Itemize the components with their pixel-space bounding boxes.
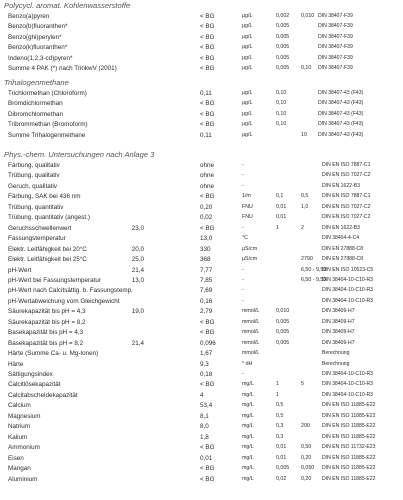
row-unit: µg/L <box>242 13 253 19</box>
row-name: Trübung, quantitativ (angest.) <box>8 214 91 222</box>
table-row <box>0 224 403 233</box>
row-unit: mg/L <box>242 444 254 451</box>
row-method: DIN EN 1622-B3 <box>322 224 360 231</box>
row-method: DIN 38404-10-C10-R3 <box>322 391 373 398</box>
row-method: DIN 38407-43 (F43) <box>318 131 364 138</box>
row-name: Benzo(ghi)perylen* <box>8 33 62 41</box>
section-title: Polycycl. aromat. Kohlenwasserstoffe <box>4 1 131 10</box>
row-detection-limit: 0,005 <box>276 65 290 71</box>
table-row <box>0 318 403 327</box>
table-row <box>0 297 403 306</box>
table-row <box>0 380 403 389</box>
row-name: Elektr. Leitfähigkeit bei 20°C <box>8 245 87 253</box>
table-row <box>0 443 403 452</box>
row-method: DIN 38407-43 (F43) <box>318 100 364 107</box>
row-unit: - <box>242 266 244 273</box>
row-unit: FNU <box>242 214 253 221</box>
row-limit-value: 0,010 <box>301 13 315 19</box>
row-value: 8,1 <box>200 412 209 420</box>
row-name: Aluminium <box>8 475 38 483</box>
row-detection-limit: 1 <box>276 224 279 231</box>
row-detection-limit: 0,005 <box>276 465 290 472</box>
row-method: DIN EN 1622-B3 <box>322 182 360 189</box>
row-measure-temp: 13,0 <box>131 276 144 284</box>
row-method: Berechnung <box>322 360 350 367</box>
row-detection-limit: 0,005 <box>276 44 290 51</box>
row-value: 1,67 <box>200 350 213 358</box>
row-method: DIN EN 27888-C8 <box>322 256 364 263</box>
row-method: DIN 38404-10-C10-R3 <box>322 287 373 294</box>
row-method: DIN 38407-F39 <box>318 65 353 71</box>
row-unit: mmol/L <box>242 318 260 325</box>
row-unit: µg/L <box>242 44 253 51</box>
row-unit: µg/L <box>242 110 253 117</box>
table-row <box>0 22 403 31</box>
row-name: Calcitabscheidekapazität <box>8 391 78 399</box>
row-value: < BG <box>200 110 215 118</box>
row-name: Benzo(k)fluoranthen* <box>8 44 68 52</box>
row-value: ohne <box>200 172 215 180</box>
row-method: DIN 38407-43 (F43) <box>318 90 364 96</box>
row-limit-value: 0,20 <box>301 454 312 461</box>
row-name: Benzo(a)pyren <box>8 13 50 20</box>
row-detection-limit: 0,002 <box>276 13 290 19</box>
row-unit: mmol/L <box>242 339 260 346</box>
row-method: Berechnung <box>322 350 350 357</box>
table-row <box>0 454 403 463</box>
row-value: 0,02 <box>200 214 213 222</box>
row-method: DIN EN ISO 11885-E22 <box>322 475 376 482</box>
row-method: DIN EN ISO 11885-E22 <box>322 465 376 472</box>
row-unit: mg/L <box>242 465 254 472</box>
row-method: DIN 38407-F39 <box>318 44 353 51</box>
table-row <box>0 307 403 316</box>
table-row <box>0 43 403 52</box>
row-name: Mangan <box>8 465 31 473</box>
row-unit: 1/m <box>242 193 251 200</box>
row-detection-limit: 0,005 <box>276 339 290 346</box>
table-row <box>0 339 403 348</box>
row-limit-value: 200 <box>301 423 310 430</box>
row-name: Eisen <box>8 454 24 462</box>
table-row <box>0 161 403 170</box>
row-name: Färbung, qualitativ <box>8 162 60 169</box>
row-unit: µg/L <box>242 121 253 128</box>
row-unit: mg/L <box>242 433 254 440</box>
row-method: DIN 38404-4-C4 <box>322 235 360 242</box>
row-unit: - <box>242 371 244 377</box>
row-limit-value: 2 <box>301 224 304 231</box>
row-name: Summe 4 PAK (*) nach TrinkwV (2001) <box>8 65 117 72</box>
row-unit: - <box>242 287 244 294</box>
row-limit-value: 0,050 <box>301 465 315 472</box>
row-detection-limit: 0,10 <box>276 110 287 117</box>
row-method: DIN EN ISO 7027-C2 <box>322 214 371 221</box>
row-unit: FNU <box>242 203 253 210</box>
row-name: pH-Wert <box>8 266 32 274</box>
row-name: pH-Wert nach Calcitsättig. b. Fassungstemp. <box>8 287 133 295</box>
row-detection-limit: 0,10 <box>276 100 287 107</box>
row-value: < BG <box>200 23 215 31</box>
row-limit-value: 2790 <box>301 256 313 263</box>
row-value: 13,0 <box>200 235 213 243</box>
row-measure-temp: 21,4 <box>131 266 144 274</box>
row-name: Trübung, qualitativ <box>8 172 60 180</box>
row-name: Trichlormethan (Chloroform) <box>8 90 87 97</box>
row-method: DIN EN ISO 11732-E23 <box>322 444 376 451</box>
row-value: < BG <box>200 65 215 72</box>
row-method: DIN EN ISO 7027-C2 <box>322 203 371 210</box>
row-detection-limit: 0,10 <box>276 90 287 96</box>
table-row <box>0 110 403 119</box>
row-method: DIN 38407-43 (F43) <box>318 110 364 117</box>
row-value: 0,20 <box>200 203 213 211</box>
row-name: Säurekapazität bis pH = 8,2 <box>8 318 86 326</box>
row-unit: mmol/L <box>242 308 260 315</box>
table-row <box>0 131 403 140</box>
table-row <box>0 328 403 337</box>
row-unit: µg/L <box>242 33 253 40</box>
row-value: 330 <box>200 245 211 253</box>
row-measure-temp: 25,0 <box>131 256 144 264</box>
table-row <box>0 245 403 254</box>
row-name: Basekapazität bis pH = 8,2 <box>8 339 84 347</box>
row-value: < BG <box>200 475 215 483</box>
row-limit-value: 6,50 - 9,50 <box>301 266 327 273</box>
table-row <box>0 255 403 264</box>
row-detection-limit: 0,005 <box>276 33 290 40</box>
table-row <box>0 203 403 212</box>
row-detection-limit: 0,01 <box>276 444 287 451</box>
row-detection-limit: 0,10 <box>276 121 287 128</box>
row-name: Magnesium <box>8 412 41 420</box>
row-detection-limit: 1 <box>276 381 279 388</box>
row-method: DIN 38404-10-C10-R3 <box>322 297 373 304</box>
row-method: DIN EN ISO 7887-C1 <box>322 162 371 168</box>
table-row <box>0 64 403 73</box>
row-unit: mg/L <box>242 423 254 430</box>
row-method: DIN EN ISO 7887-C1 <box>322 193 371 200</box>
row-method: DIN 38407-43 (F43) <box>318 121 364 128</box>
row-unit: µS/cm <box>242 245 258 252</box>
section-title: Trihalogenmethane <box>4 78 69 87</box>
row-limit-value: 0,50 <box>301 444 312 451</box>
row-name: Härte <box>8 360 24 368</box>
row-unit: - <box>242 297 244 304</box>
row-name: Calcitlösekapazität <box>8 381 61 389</box>
row-name: Fassungstemperatur <box>8 235 66 243</box>
table-row <box>0 33 403 42</box>
table-row <box>0 192 403 201</box>
row-method: DIN EN ISO 11885-E22 <box>322 402 376 409</box>
table-row <box>0 234 403 243</box>
row-name: Dibromchlormethan <box>8 110 63 118</box>
row-name: Geruchsschwellenwert <box>8 224 72 232</box>
row-value: 7,69 <box>200 287 213 295</box>
row-value: < BG <box>200 329 215 337</box>
row-name: Färbung, SAK bei 436 nm <box>8 193 81 201</box>
row-detection-limit: 1 <box>276 391 279 398</box>
row-detection-limit: 0,3 <box>276 423 284 430</box>
row-unit: mg/L <box>242 475 254 482</box>
row-unit: mg/L <box>242 391 254 398</box>
table-row <box>0 475 403 484</box>
row-name: Härte (Summe Ca- u. Mg-Ionen) <box>8 350 99 358</box>
row-name: Bromdichlormethan <box>8 100 63 108</box>
row-value: < BG <box>200 44 215 52</box>
row-method: DIN EN ISO 10523-C5 <box>322 266 374 273</box>
table-row <box>0 433 403 442</box>
row-method: DIN EN ISO 11885-E22 <box>322 454 376 461</box>
row-detection-limit: 0,01 <box>276 454 287 461</box>
row-detection-limit: 0,01 <box>276 214 287 221</box>
row-detection-limit: 0,3 <box>276 433 284 440</box>
row-value: 53,4 <box>200 402 213 410</box>
row-detection-limit: 0,5 <box>276 412 284 419</box>
row-method: DIN 38409-H7 <box>322 329 355 336</box>
row-method: DIN 38407-F39 <box>318 13 353 19</box>
table-row <box>0 12 403 21</box>
row-name: Tribrommethan (Bromoform) <box>8 121 88 129</box>
table-row <box>0 266 403 275</box>
table-row <box>0 54 403 63</box>
row-value: 7,77 <box>200 266 213 274</box>
row-limit-value: 5 <box>301 381 304 388</box>
row-unit: µg/L <box>242 65 253 71</box>
row-name: Natrium <box>8 423 31 431</box>
row-value: ohne <box>200 182 215 190</box>
row-method: DIN EN ISO 11885-E22 <box>322 433 376 440</box>
row-name: Elektr. Leitfähigkeit bei 25°C <box>8 256 87 264</box>
row-unit: µg/L <box>242 54 253 61</box>
row-method: DIN 38409-H7 <box>322 339 355 346</box>
row-unit: µg/L <box>242 131 253 138</box>
row-method: DIN 38404-10-C10-R3 <box>322 276 373 283</box>
row-detection-limit: 0,1 <box>276 193 284 200</box>
row-value: 1,8 <box>200 433 209 441</box>
row-limit-value: 6,50 - 9,50 <box>301 276 327 283</box>
table-row <box>0 464 403 473</box>
row-value: ohne <box>200 162 215 169</box>
row-method: DIN 38409-H7 <box>322 318 355 325</box>
table-row <box>0 213 403 222</box>
table-row <box>0 401 403 410</box>
row-unit: - <box>242 182 244 189</box>
row-value: 0,096 <box>200 339 216 347</box>
row-value: 0,16 <box>200 297 213 305</box>
row-limit-value: 10 <box>301 131 307 138</box>
row-value: 0,11 <box>200 131 212 139</box>
row-unit: µS/cm <box>242 256 258 263</box>
row-unit: - <box>242 276 244 283</box>
row-method: DIN 38407-F39 <box>318 54 353 61</box>
row-value: 4 <box>200 391 204 399</box>
row-detection-limit: 0,5 <box>276 402 284 409</box>
row-name: Summe Trihalogenmethane <box>8 131 86 139</box>
row-unit: mg/L <box>242 381 254 388</box>
row-value: < BG <box>200 224 215 232</box>
table-row <box>0 412 403 421</box>
row-name: pH-Wertabweichung vom Gleichgewicht <box>8 297 120 305</box>
row-name: Geruch, qualitativ <box>8 182 58 190</box>
row-unit: - <box>242 224 244 231</box>
row-method: DIN 38404-10-C10-R3 <box>322 381 373 388</box>
row-unit: °C <box>242 235 248 242</box>
row-detection-limit: 0,010 <box>276 308 290 315</box>
row-method: DIN 38407-F39 <box>318 33 353 40</box>
row-method: DIN EN 27888-C8 <box>322 245 364 252</box>
section-title: Phys.-chem. Untersuchungen nach Anlage 3 <box>4 150 155 159</box>
row-unit: mg/L <box>242 402 254 409</box>
table-row <box>0 422 403 431</box>
row-measure-temp: 23,0 <box>131 224 144 232</box>
row-unit: µg/L <box>242 100 253 107</box>
row-value: < BG <box>200 100 215 108</box>
table-row <box>0 99 403 108</box>
row-detection-limit: 0,01 <box>276 203 287 210</box>
table-row <box>0 171 403 180</box>
row-detection-limit: 0,005 <box>276 318 290 325</box>
row-value: 2,79 <box>200 308 213 316</box>
row-value: 0,11 <box>200 90 212 97</box>
row-value: < BG <box>200 465 215 473</box>
row-value: < BG <box>200 381 215 389</box>
row-name: Säurekapazität bis pH = 4,3 <box>8 308 86 316</box>
row-name: pH-Wert bei Fassungstemperatur <box>8 276 101 284</box>
row-value: < BG <box>200 318 215 326</box>
row-measure-temp: 19,0 <box>131 308 144 316</box>
row-name: Benzo(b)fluoranthen* <box>8 23 68 31</box>
row-method: DIN EN ISO 11885-E22 <box>322 412 376 419</box>
row-value: < BG <box>200 54 215 62</box>
row-unit: mmol/L <box>242 329 260 336</box>
row-value: 9,3 <box>200 360 209 368</box>
table-row <box>0 182 403 191</box>
row-value: 0,01 <box>200 454 213 462</box>
table-row <box>0 276 403 285</box>
row-limit-value: 1,0 <box>301 203 309 210</box>
row-unit: mmol/L <box>242 350 260 357</box>
row-name: Kalium <box>8 433 28 441</box>
table-row <box>0 391 403 400</box>
row-name: Calcium <box>8 402 31 410</box>
row-method: DIN 38407-F39 <box>318 23 353 30</box>
table-row <box>0 349 403 358</box>
row-unit: - <box>242 172 244 179</box>
row-unit: µg/L <box>242 23 253 30</box>
row-limit-value: 0,10 <box>301 65 312 71</box>
row-value: < BG <box>200 33 215 41</box>
row-name: Ammonium <box>8 444 40 452</box>
table-row <box>0 286 403 295</box>
row-name: Basekapazität bis pH = 4,3 <box>8 329 84 337</box>
row-name: Sättigungsindex <box>8 371 53 378</box>
row-method: DIN EN ISO 11885-E22 <box>322 423 376 430</box>
row-unit: - <box>242 162 244 168</box>
row-value: < BG <box>200 444 215 452</box>
row-value: < BG <box>200 193 215 201</box>
row-detection-limit: 0,005 <box>276 329 290 336</box>
row-method: DIN 38404-10-C10-R3 <box>322 371 373 377</box>
row-value: < BG <box>200 13 215 20</box>
row-value: < BG <box>200 121 215 129</box>
row-value: 0,18 <box>200 371 213 378</box>
row-unit: mg/L <box>242 454 254 461</box>
table-row <box>0 120 403 129</box>
row-unit: ° dH <box>242 360 253 367</box>
row-measure-temp: 20,0 <box>131 245 144 253</box>
row-name: Trübung, quantitativ <box>8 203 64 211</box>
row-name: Indeno(1,2,3-cd)pyren* <box>8 54 73 62</box>
row-unit: µg/L <box>242 90 253 96</box>
row-value: 8,0 <box>200 423 209 431</box>
table-row <box>0 360 403 369</box>
row-measure-temp: 21,4 <box>131 339 144 347</box>
table-row <box>0 89 403 98</box>
row-detection-limit: 0,02 <box>276 475 287 482</box>
row-detection-limit: 0,005 <box>276 54 290 61</box>
row-limit-value: 0,20 <box>301 475 312 482</box>
row-unit: mg/L <box>242 412 254 419</box>
row-method: DIN EN ISO 7027-C2 <box>322 172 371 179</box>
row-method: DIN 38409-H7 <box>322 308 355 315</box>
row-detection-limit: 0,005 <box>276 23 290 30</box>
row-value: 368 <box>200 256 211 264</box>
table-row <box>0 370 403 379</box>
row-limit-value: 0,5 <box>301 193 309 200</box>
row-value: 7,85 <box>200 276 213 284</box>
